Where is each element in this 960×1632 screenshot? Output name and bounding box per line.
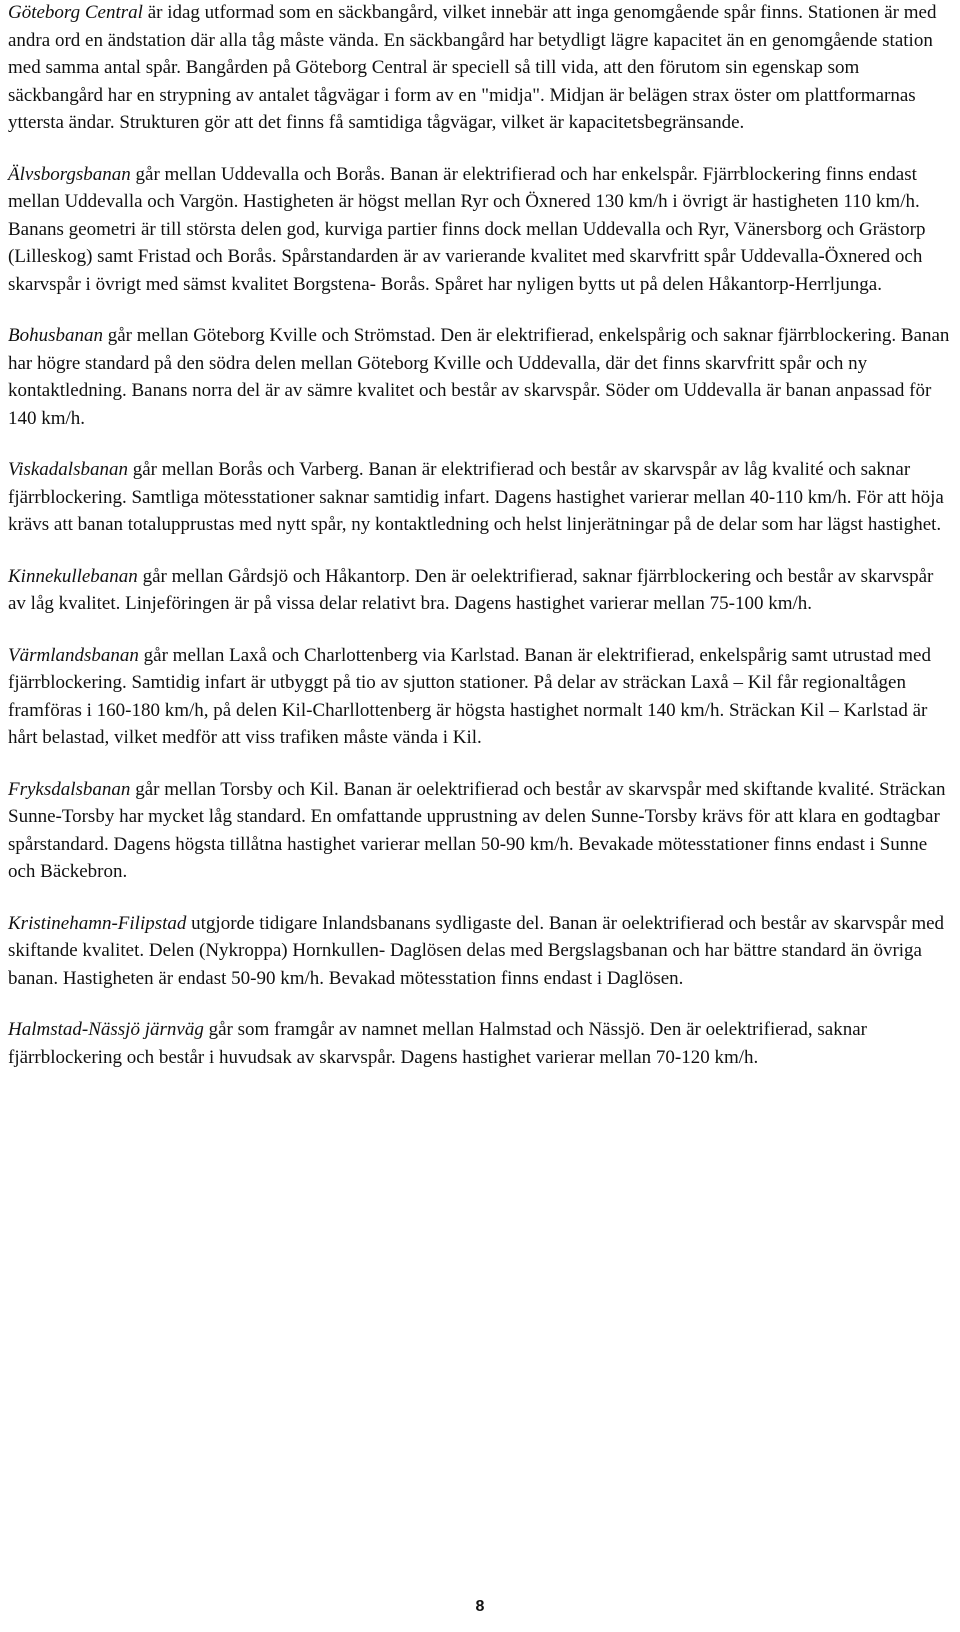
paragraph-alvsborgsbanan [8,161,952,299]
paragraph-lead: Älvsborgsbanan [8,163,131,185]
paragraph-text: går mellan Torsby och Kil. Banan är oelektrifierad och består av skarvspår med skiftande kvalité. Sträckan Sunne-Torsby har mycket låg standard. En omfattande upprustning av delen Sunne-Torsby krävs för att klara en godtagbar spårstandard. Dagens högsta tillåtna hastighet varierar mellan 50-90 km/h. Bevakade mötesstationer finns endast i Sunne och Bäckebron. [8,778,946,882]
paragraph-lead: Bohusbanan [8,325,103,346]
paragraph-halmstad-nassjo [8,1016,952,1071]
paragraph-lead: Kristinehamn-Filipstad [8,912,187,934]
paragraph-text: utgjorde tidigare Inlandsbanans sydligaste del. Banan är oelektrifierad och består av skarvspår med skiftande kvalitet. Delen (Nykroppa) Hornkullen- Daglösen delas med Bergslagsbanan och har bättre standard än övriga banan. Hastigheten är endast 50-90 km/h. Bevakad mötesstation finns endast i Daglösen. [8,912,945,989]
paragraph-text: går mellan Borås och Varberg. Banan är elektrifierad och består av skarvspår av låg kvalité och saknar fjärrblockering. Samtliga mötesstationer saknar samtidig infart. Dagens hastighet varierar mellan 40-110 km/h. För att höja krävs att banan totalupprustas med nytt spår, ny kontaktledning och helst linjerätningar på de delar som har lägst hastighet. [8,459,944,535]
paragraph-kinnekullebanan [8,563,952,618]
paragraph-lead: Fryksdalsbanan [8,778,131,800]
paragraph-text: är idag utformad som en säckbangård, vilket innebär att inga genomgående spår finns. Stationen är med andra ord en ändstation där alla tåg måste vända. En säckbangård har betydligt lägre kapacitet än en genomgående station med samma antal spår. Bangården på Göteborg Central är speciell så till vida, att den förutom sin egenskap som säckbangård har en strypning av antalet tågvägar i form av en "midja". Midjan är belägen strax öster om plattformarnas yttersta ändar. Strukturen gör att det finns få samtidiga tågvägar, vilket är kapacitetsbegränsande. [8,2,937,133]
page-number: 8 [475,1598,485,1615]
paragraph-lead: Viskadalsbanan [8,459,128,480]
paragraph-text: går mellan Laxå och Charlottenberg via Karlstad. Banan är elektrifierad, enkelspårig samt utrustad med fjärrblockering. Samtidig infart är utbyggt på tio av sjutton stationer. På delar av sträckan Laxå – Kil får regionaltågen framföras i 160-180 km/h, på delen Kil-Charllottenberg är högsta hastighet normalt 140 km/h. Sträckan Kil – Karlstad är hårt belastad, vilket medför att viss trafiken måste vända i Kil. [8,644,931,748]
paragraph-lead: Göteborg Central [8,2,143,23]
paragraph-text: går som framgår av namnet mellan Halmstad och Nässjö. Den är oelektrifierad, saknar fjärrblockering och består i huvudsak av skarvspår. Dagens hastighet varierar mellan 70-120 km/h. [8,1019,868,1068]
paragraph-lead: Värmlandsbanan [8,644,139,666]
document-body [8,0,952,1071]
paragraph-lead: Kinnekullebanan [8,565,138,587]
paragraph-fryksdalsbanan [8,776,952,886]
paragraph-kristinehamn-filipstad [8,910,952,993]
paragraph-viskadalsbanan [8,456,952,539]
paragraph-text: går mellan Göteborg Kville och Strömstad. Den är elektrifierad, enkelspårig och saknar fjärrblockering. Banan har högre standard på den södra delen mellan Göteborg Kville och Uddevalla, där det finns skarvfritt spår och ny kontaktledning. Banans norra del är av sämre kvalitet och består av skarvspår. Söder om Uddevalla är banan anpassad för 140 km/h. [8,325,950,429]
paragraph-lead: Halmstad-Nässjö järnväg [8,1019,204,1040]
paragraph-text: går mellan Gårdsjö och Håkantorp. Den är oelektrifierad, saknar fjärrblockering och består av skarvspår av låg kvalitet. Linjeföringen är på vissa delar relativt bra. Dagens hastighet varierar mellan 75-100 km/h. [8,565,934,614]
paragraph-bohusbanan [8,322,952,432]
paragraph-text: går mellan Uddevalla och Borås. Banan är elektrifierad och har enkelspår. Fjärrblockering finns endast mellan Uddevalla och Vargön. Hastigheten är högst mellan Ryr och Öxnered 130 km/h i övrigt är hastigheten 110 km/h. Banans geometri är till största delen god, kurviga partier finns dock mellan Uddevalla och Ryr, Vänersborg och Grästorp (Lilleskog) samt Fristad och Borås. Spårstandarden är av varierande kvalitet med skarvfritt spår Uddevalla-Öxnered och skarvspår i övrigt med sämst kvalitet Borgstena- Borås. Spåret har nyligen bytts ut på delen Håkantorp-Herrljunga. [8,163,926,295]
paragraph-varmlandsbanan [8,642,952,752]
paragraph-goteborg-central [8,0,952,137]
